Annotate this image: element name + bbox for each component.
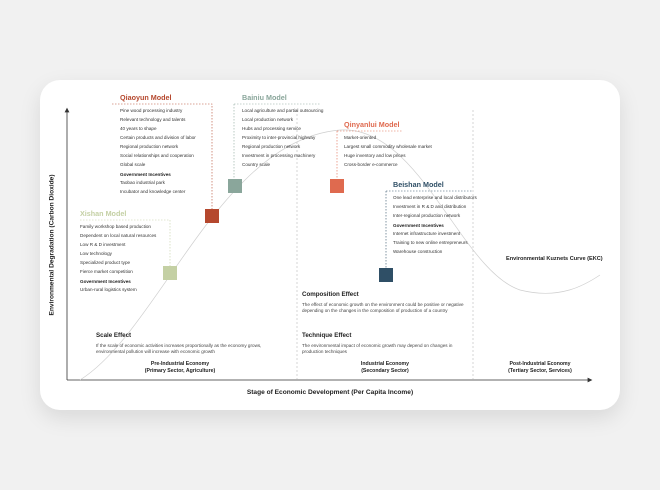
list-item: Global scale xyxy=(120,162,146,167)
xishan-model xyxy=(80,209,156,294)
list-item: Taobao industrial park xyxy=(120,180,165,185)
bainiu-marker xyxy=(228,179,242,193)
bainiu-title: Bainiu Model xyxy=(242,93,287,102)
list-item: Urban-rural logistics system xyxy=(80,287,137,292)
qinyanlui-marker xyxy=(330,179,344,193)
beishan-items xyxy=(393,193,477,220)
list-item: Largest small commodity wholesale market xyxy=(344,144,432,149)
list-item: Dependent on local natural resources xyxy=(80,233,157,238)
list-item: 40 years to shape xyxy=(120,126,157,131)
beishan-gov-title: Government Incentives xyxy=(393,223,444,228)
list-item: Hubs and processing service xyxy=(242,126,301,131)
y-axis-label: Environmental Degradation (Carbon Dioxide) xyxy=(48,174,56,316)
list-item: Pine wood processing industry xyxy=(120,108,183,113)
list-item: Investment in processing machinery xyxy=(242,153,316,158)
xishan-gov-items xyxy=(80,285,156,294)
qiaoyun-marker xyxy=(205,209,219,223)
technique-effect-text: The environmental impact of economic growth may depend on changes in production techniques xyxy=(302,343,453,354)
stage-label-pre-industrial: Pre-Industrial Economy (Primary Sector, Agriculture) xyxy=(144,361,216,374)
qiaoyun-model xyxy=(120,93,196,196)
bainiu-items xyxy=(242,106,323,169)
composition-effect-text: The effect of economic growth on the environment could be positive or negative depending on the changes in the composition of production of a country xyxy=(302,302,464,313)
list-item: Fierce market competition xyxy=(80,269,133,274)
qinyanlui-items xyxy=(344,133,432,169)
qiaoyun-items xyxy=(120,106,196,169)
list-item: Investment in R & D and distribution xyxy=(393,204,467,209)
technique-effect xyxy=(302,332,472,355)
stage-label-industrial: Industrial Economy (Secondary Sector) xyxy=(360,361,410,374)
list-item: One lead enterprise and local distributors xyxy=(393,195,477,200)
qiaoyun-gov-items xyxy=(120,178,196,196)
diagram-card xyxy=(40,80,620,410)
list-item: Low technology xyxy=(80,251,112,256)
list-item: Local agriculture and partial outsourcing xyxy=(242,108,324,113)
stage-label-post-industrial: Post-Industrial Economy (Tertiary Sector, Services) xyxy=(508,361,572,374)
list-item: Regional production network xyxy=(120,144,179,149)
beishan-title: Beishan Model xyxy=(393,180,444,189)
composition-effect xyxy=(302,291,472,314)
ekc-label: Environmental Kuznets Curve (EKC) xyxy=(506,256,603,262)
qinyanlui-model xyxy=(344,120,432,169)
beishan-model xyxy=(393,180,477,256)
list-item: Low R & D investment xyxy=(80,242,126,247)
list-item: Certain products and division of labor xyxy=(120,135,196,140)
qiaoyun-gov-title: Government Incentives xyxy=(120,172,171,177)
list-item: Social relationships and cooperation xyxy=(120,153,194,158)
bainiu-model xyxy=(242,93,323,169)
list-item: Inter-regional production network xyxy=(393,213,461,218)
xishan-title: Xishan Model xyxy=(80,209,127,218)
xishan-gov-title: Government Incentives xyxy=(80,279,131,284)
xishan-marker xyxy=(163,266,177,280)
beishan-marker xyxy=(379,268,393,282)
list-item: Country scale xyxy=(242,162,271,167)
list-item: Cross-border e-commerce xyxy=(344,162,398,167)
list-item: Incubator and knowledge center xyxy=(120,189,186,194)
x-axis-label: Stage of Economic Development (Per Capita Income) xyxy=(246,389,414,396)
list-item: Regional production network xyxy=(242,144,301,149)
list-item: Specialized product type xyxy=(80,260,131,265)
scale-effect-text: If the scale of economic activities increases proportionally as the economy grows, environmental pollution will increase with economic growth xyxy=(96,343,262,354)
list-item: Family workshop based production xyxy=(80,224,151,229)
scale-effect xyxy=(96,332,276,355)
list-item: Local production network xyxy=(242,117,294,122)
list-item: Market-oriented xyxy=(344,135,377,140)
composition-effect-title: Composition Effect xyxy=(302,291,359,298)
beishan-gov-items xyxy=(393,229,477,256)
list-item: Relevant technology and talents xyxy=(120,117,186,122)
list-item: Huge inventory and low prices xyxy=(344,153,406,158)
scale-effect-title: Scale Effect xyxy=(96,332,132,339)
technique-effect-title: Technique Effect xyxy=(302,332,352,339)
list-item: Training to new online entrepreneurs xyxy=(393,240,468,245)
list-item: Warehouse construction xyxy=(393,249,443,254)
qiaoyun-title: Qiaoyun Model xyxy=(120,93,172,102)
list-item: Proximity to inter-provincial highway xyxy=(242,135,316,140)
xishan-items xyxy=(80,222,156,276)
list-item: Internet infrastructure investment xyxy=(393,231,461,236)
qinyanlui-title: Qinyanlui Model xyxy=(344,120,400,129)
